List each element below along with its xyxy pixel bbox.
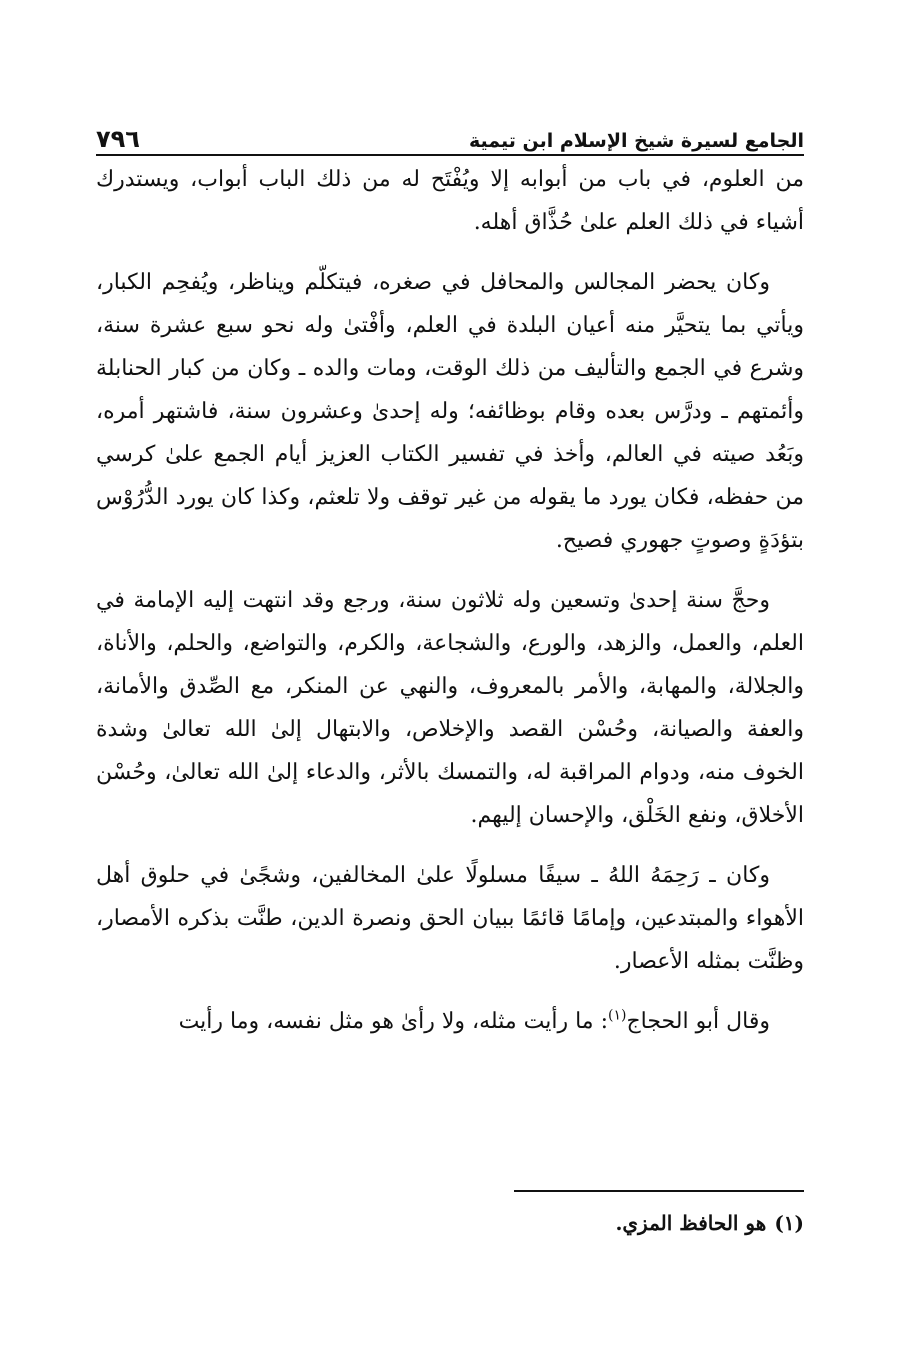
paragraph-4: وكان ـ رَحِمَهُ اللهُ ـ سيفًا مسلولًا علىٰ المخالفين، وشجًىٰ في حلوق أهل الأهواء والمبتدعين، وإمامًا قائمًا ببيان الحق ونصرة الدين، طنَّت بذكره الأمصار، وظنَّت بمثله الأعصار. bbox=[96, 863, 804, 974]
footnote-number: (١) bbox=[774, 1211, 804, 1235]
paragraph-5-rest: : ما رأيت مثله، ولا رأىٰ هو مثل نفسه، وما رأيت bbox=[178, 1009, 608, 1034]
paragraph-1: من العلوم، في باب من أبوابه إلا ويُفْتَح له من ذلك الباب أبواب، ويستدرك أشياء في ذلك العلم علىٰ حُذَّاق أهله. bbox=[96, 167, 804, 235]
footnote bbox=[96, 1206, 804, 1240]
paragraph-3: وحجَّ سنة إحدىٰ وتسعين وله ثلاثون سنة، ورجع وقد انتهت إليه الإمامة في العلم، والعمل، والزهد، والورع، والشجاعة، والكرم، والتواضع، والحلم، والأناة، والجلالة، والمهابة، والأمر بالمعروف، والنهي عن المنكر، مع الصِّدق والأمانة، والعفة والصيانة، وحُسْن القصد والإخلاص، والابتهال إلىٰ الله تعالىٰ وشدة الخوف منه، ودوام المراقبة له، والتمسك بالأثر، والدعاء إلىٰ الله تعالىٰ، وحُسْن الأخلاق، ونفع الخَلْق، والإحسان إليهم. bbox=[96, 588, 804, 828]
paragraph-5 bbox=[96, 1000, 804, 1043]
footnote-divider bbox=[514, 1190, 804, 1192]
footnote-reference: (١) bbox=[607, 1007, 627, 1024]
paragraph-5-start: وقال أبو الحجاج bbox=[626, 1009, 770, 1034]
running-header-title: الجامع لسيرة شيخ الإسلام ابن تيمية bbox=[468, 130, 804, 153]
running-header bbox=[96, 108, 804, 156]
footnote-text: هو الحافظ المزي. bbox=[615, 1211, 767, 1235]
main-text bbox=[96, 158, 804, 1060]
page-number: ٧٩٦ bbox=[96, 124, 140, 153]
paragraph-2: وكان يحضر المجالس والمحافل في صغره، فيتكلّم ويناظر، ويُفحِم الكبار، ويأتي بما يتحيَّر منه أعيان البلدة في العلم، وأفْتىٰ وله نحو سبع عشرة سنة، وشرع في الجمع والتأليف من ذلك الوقت، ومات والده ـ وكان من كبار الحنابلة وأئمتهم ـ ودرَّس بعده وقام بوظائفه؛ وله إحدىٰ وعشرون سنة، فاشتهر أمره، وبَعُد صيته في العالم، وأخذ في تفسير الكتاب العزيز أيام الجمع علىٰ كرسي من حفظه، فكان يورد ما يقوله من غير توقف ولا تلعثم، وكذا كان يورد الدُّرُوْس بتؤدَةٍ وصوتٍ جهوري فصيح. bbox=[96, 270, 804, 553]
